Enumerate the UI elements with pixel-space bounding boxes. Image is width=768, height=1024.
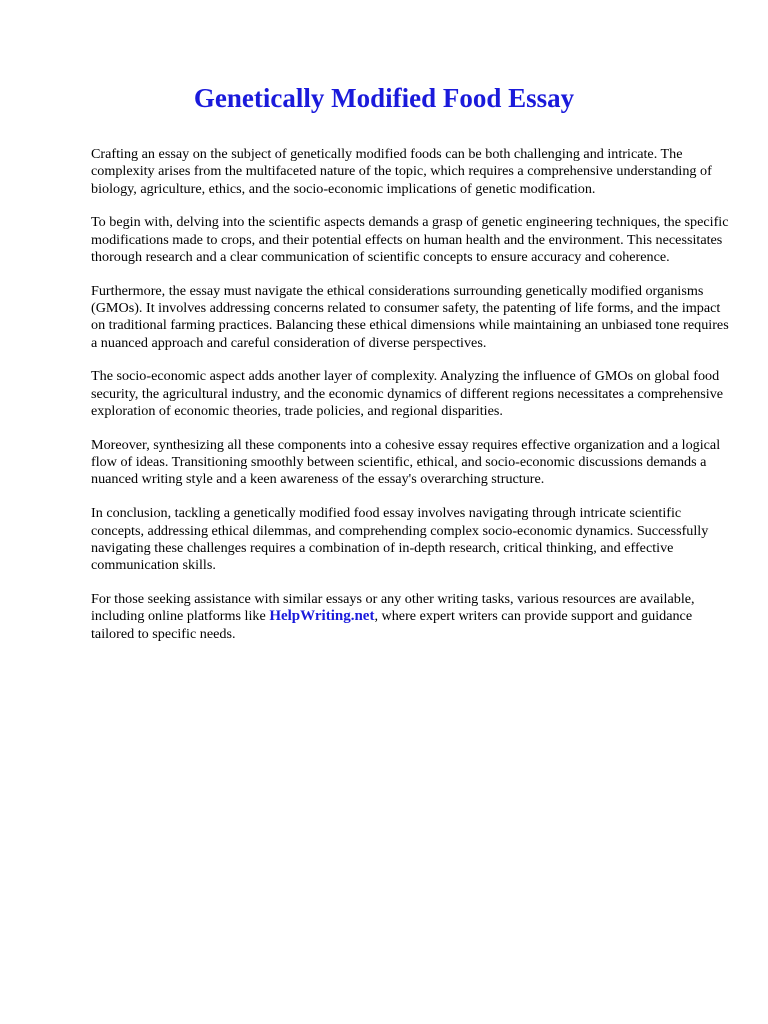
paragraph-scientific: To begin with, delving into the scientific aspects demands a grasp of genetic engineering techniques, the specific modifications made to crops, and their potential effects on human health and the environment. This necessitates thorough research and a clear communication of scientific concepts to ensure accuracy and coherence. [91,214,729,265]
essay-body [91,146,736,659]
paragraph-intro: Crafting an essay on the subject of genetically modified foods can be both challenging and intricate. The complexity arises from the multifaceted nature of the topic, which requires a comprehensive understanding of biology, agriculture, ethics, and the socio-economic implications of genetic modification. [91,146,712,197]
paragraph-ethical: Furthermore, the essay must navigate the ethical considerations surrounding genetically modified organisms (GMOs). It involves addressing concerns related to consumer safety, the patenting of life forms, and the impact on traditional farming practices. Balancing these ethical dimensions while maintaining an unbiased tone requires a nuanced approach and careful consideration of diverse perspectives. [91,282,729,351]
paragraph-conclusion: In conclusion, tackling a genetically modified food essay involves navigating through intricate scientific concepts, addressing ethical dilemmas, and comprehending complex socio-economic dynamics. Successfully navigating these challenges requires a combination of in-depth research, critical thinking, and effective communication skills. [91,505,709,574]
document-title: Genetically Modified Food Essay [193,83,575,113]
resources-text-before-link: For those seeking assistance with similar essays or any other writing tasks, various resources are available, including online platforms like [91,590,695,625]
paragraph-resources [91,591,736,643]
helpwriting-link[interactable]: HelpWriting.net [269,608,375,625]
paragraph-socio-economic: The socio-economic aspect adds another layer of complexity. Analyzing the influence of GMOs on global food security, the agricultural industry, and the economic dynamics of different regions necessitates a comprehensive exploration of economic theories, trade policies, and regional disparities. [91,368,724,420]
resources-text-after-link: , where expert writers can provide support and guidance tailored to specific needs. [91,608,693,642]
paragraph-synthesis: Moreover, synthesizing all these components into a cohesive essay requires effective organization and a logical flow of ideas. Transitioning smoothly between scientific, ethical, and socio-economic discussions demands a nuanced writing style and a keen awareness of the essay's overarching structure. [91,436,721,488]
